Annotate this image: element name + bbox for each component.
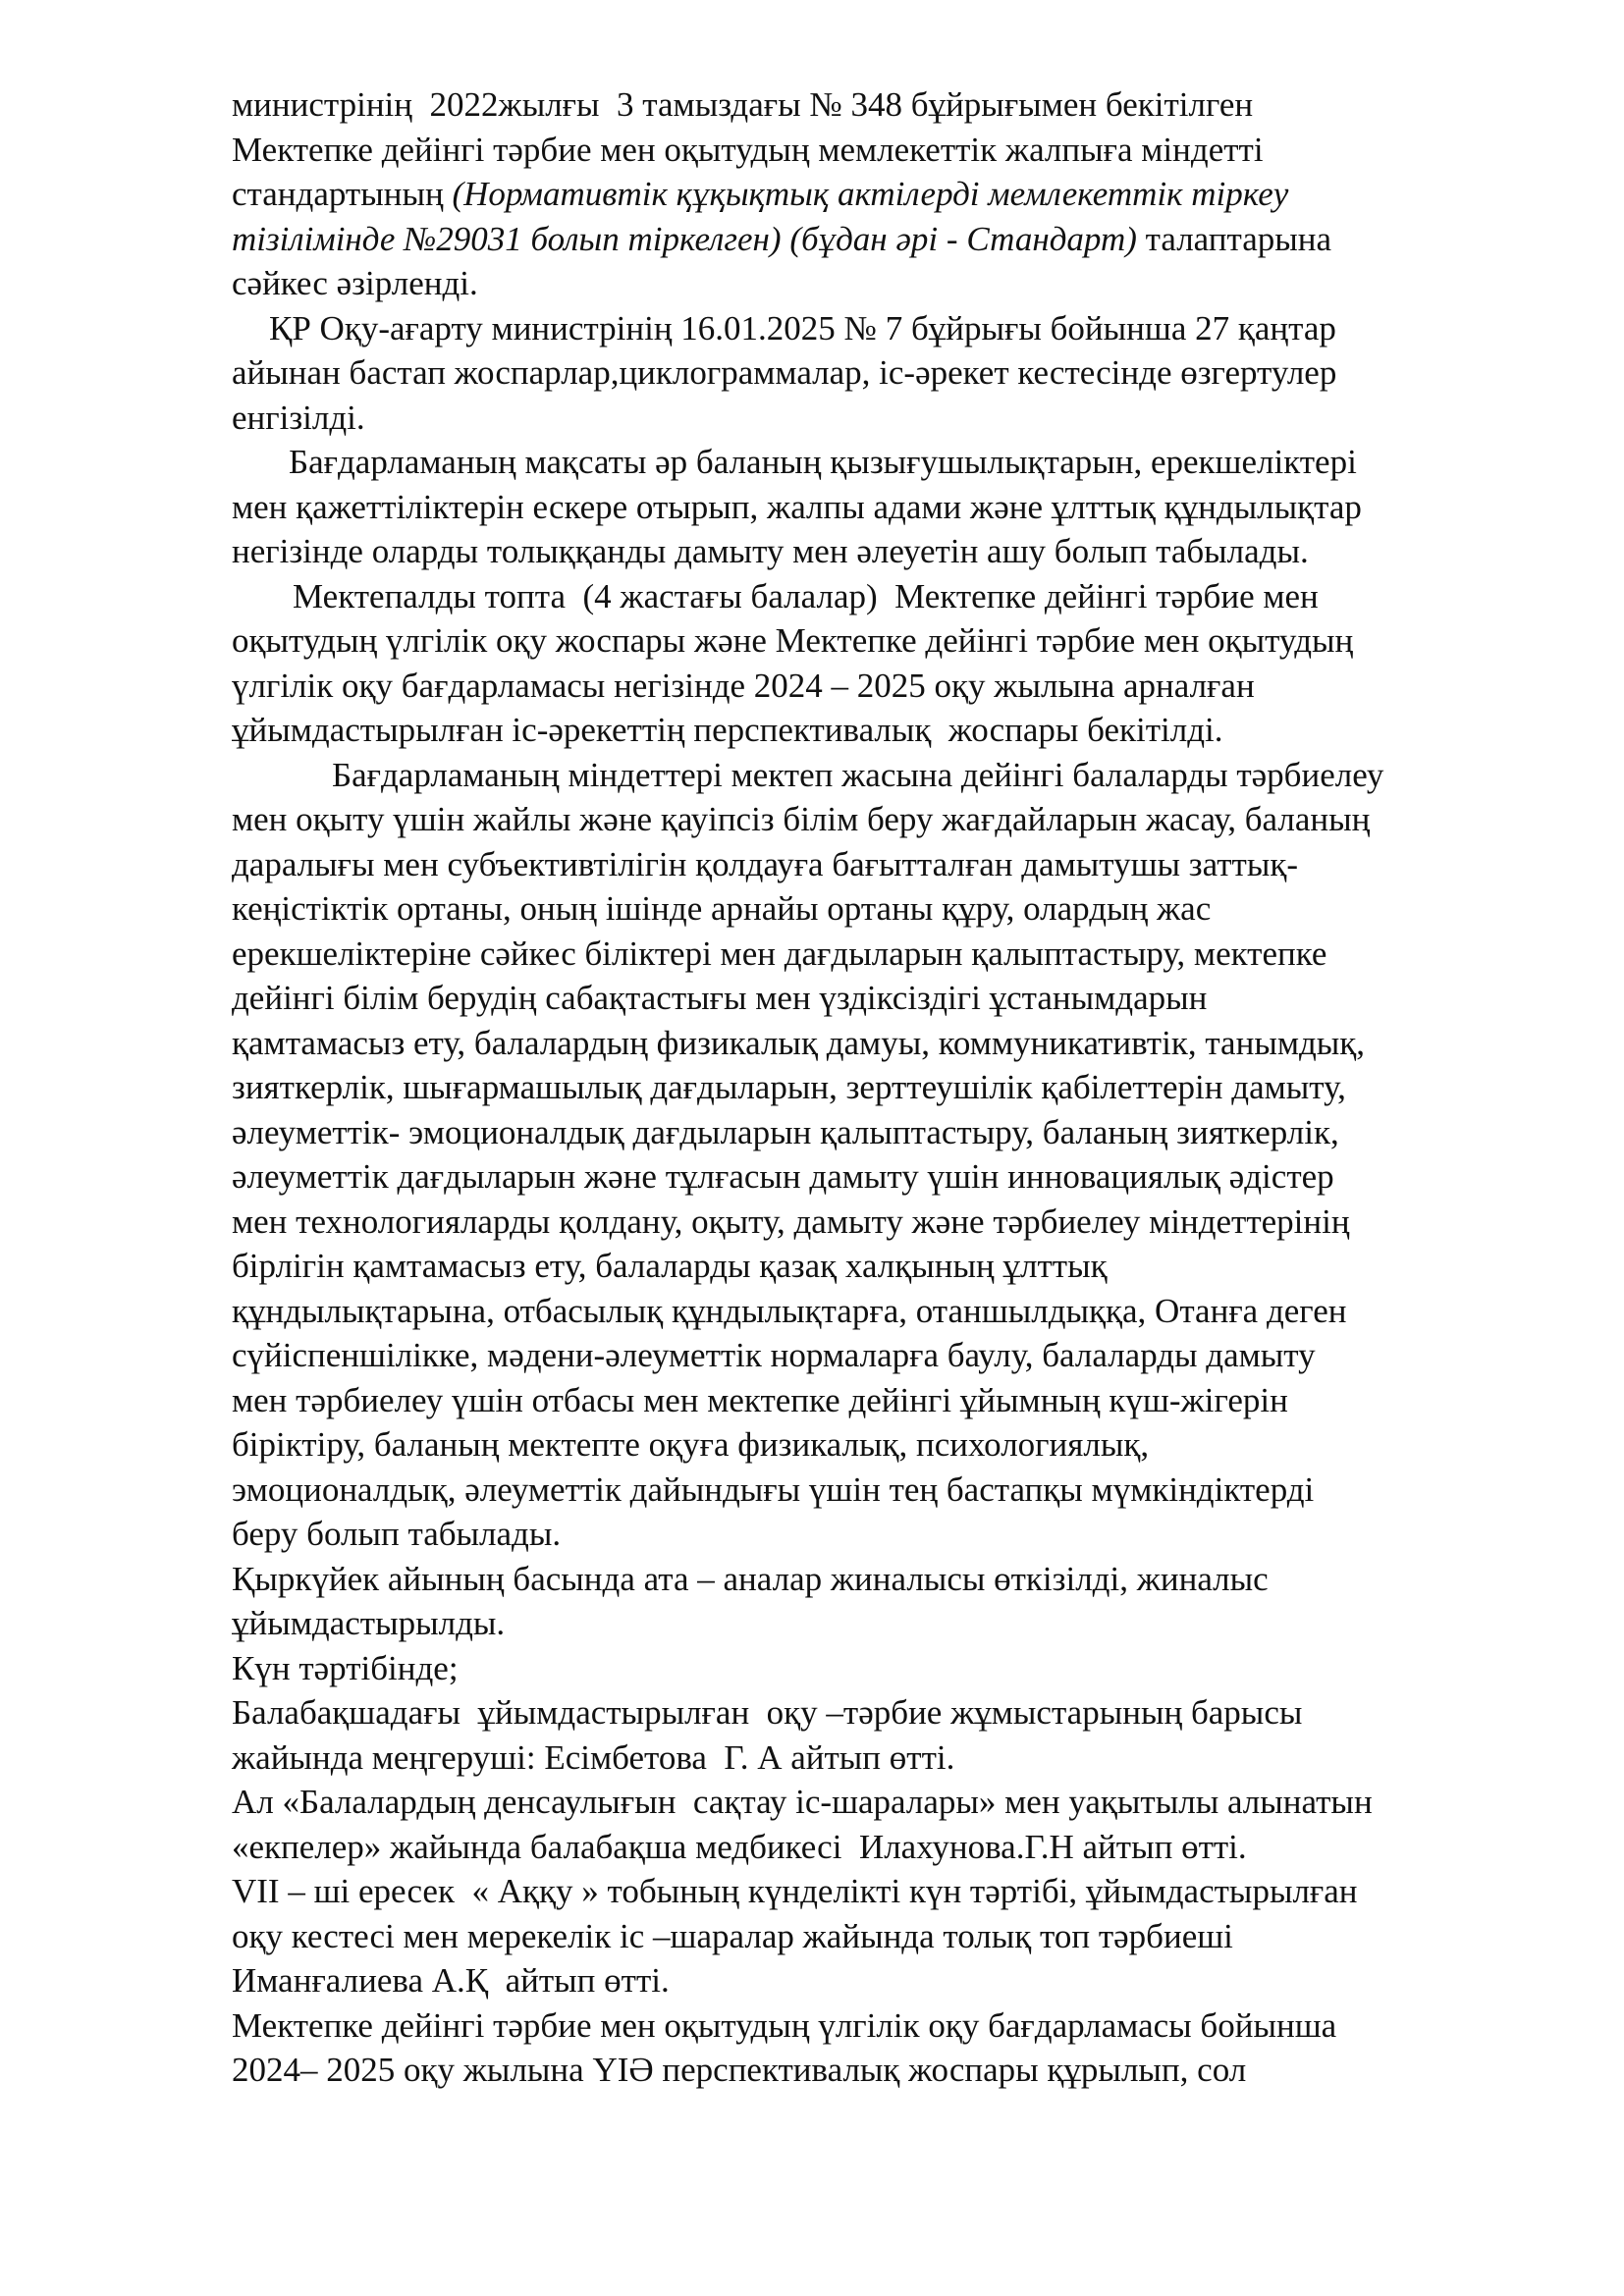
text-line bbox=[232, 217, 1528, 262]
text-line: айынан бастап жоспарлар,циклограммалар, іс-әрекет кестесінде өзгертулер bbox=[232, 353, 1337, 392]
text-line: мен технологияларды қолдану, оқыту, дамыту және тәрбиелеу міндеттерінің bbox=[232, 1201, 1350, 1241]
text-line: кеңістіктік ортаны, оның ішінде арнайы ортаны құру, олардың жас bbox=[232, 889, 1212, 928]
text-line: әлеуметтік дағдыларын және тұлғасын дамыту үшін инновациялық әдістер bbox=[232, 1157, 1334, 1196]
paragraph-standard bbox=[232, 82, 1528, 306]
text-line: беру болып табылады. bbox=[232, 1515, 562, 1553]
paragraph-ministry-order bbox=[232, 306, 1528, 441]
text-line: ерекшеліктеріне сәйкес біліктері мен дағдыларын қалыптастыру, мектепке bbox=[232, 934, 1327, 973]
text-line: министрінің 2022жылғы 3 тамыздағы № 348 бұйрығымен бекітілген bbox=[232, 85, 1254, 124]
text-line: ҚР Оқу-ағарту министрінің 16.01.2025 № 7 бұйрығы бойынша 27 қаңтар bbox=[269, 308, 1336, 347]
paragraph-parent-meeting bbox=[232, 1557, 1528, 2093]
text-line: Ал «Балалардың денсаулығын сақтау іс-шаралары» мен уақытылы алынатын bbox=[232, 1783, 1373, 1821]
text-line: Күн тәртібінде; bbox=[232, 1648, 459, 1687]
text-line: даралығы мен субъективтілігін қолдауға бағытталған дамытушы заттық- bbox=[232, 844, 1299, 883]
text-line: мен оқыту үшін жайлы және қауіпсіз білім беру жағдайларын жасау, баланың bbox=[232, 800, 1371, 838]
text-line: ұйымдастырылған іс-әрекеттің перспективалық жоспары бекітілді. bbox=[232, 711, 1223, 749]
text-line: Бағдарламаның міндеттері мектеп жасына дейінгі балаларды тәрбиелеу bbox=[332, 755, 1384, 794]
text-line: құндылықтарына, отбасылық құндылықтарға, отаншылдыққа, Отанға деген bbox=[232, 1291, 1347, 1330]
text-line: Бағдарламаның мақсаты әр баланың қызығушылықтарын, ерекшеліктері bbox=[289, 443, 1357, 481]
text-line: VІІ – ші ересек « Аққу » тобының күнделікті күн тәртібі, ұйымдастырылған bbox=[232, 1872, 1358, 1910]
text-run: талаптарына bbox=[1136, 219, 1332, 258]
text-line: Мектепке дейінгі тәрбие мен оқытудың мемлекеттік жалпыға міндетті bbox=[232, 130, 1264, 169]
text-line: ұйымдастырылды. bbox=[232, 1604, 506, 1642]
text-line: енгізілді. bbox=[232, 398, 365, 437]
text-line: бірлігін қамтамасыз ету, балаларды қазақ халқының ұлттық bbox=[232, 1247, 1108, 1285]
text-line: әлеуметтік- эмоционалдық дағдыларын қалыптастыру, баланың зияткерлік, bbox=[232, 1112, 1339, 1151]
text-line bbox=[232, 172, 1528, 217]
document-page bbox=[232, 82, 1528, 2093]
text-line: Балабақшадағы ұйымдастырылған оқу –тәрбие жұмыстарының барысы bbox=[232, 1693, 1303, 1732]
italic-text-run: (Нормативтік құқықтық актілерді мемлекеттік тіркеу bbox=[452, 175, 1289, 213]
text-line: «екпелер» жайында балабақша медбикесі Илахунова.Г.Н айтып өтті. bbox=[232, 1827, 1247, 1866]
text-line: оқытудың үлгілік оқу жоспары және Мектепке дейінгі тәрбие мен оқытудың bbox=[232, 621, 1354, 660]
text-line: сәйкес әзірленді. bbox=[232, 264, 478, 302]
text-line: мен тәрбиелеу үшін отбасы мен мектепке дейінгі ұйымның күш-жігерін bbox=[232, 1380, 1288, 1419]
text-line: дейінгі білім берудің сабақтастығы мен үздіксіздігі ұстанымдарын bbox=[232, 979, 1208, 1017]
text-line: мен қажеттіліктерін ескере отырып, жалпы адами және ұлттық құндылықтар bbox=[232, 487, 1362, 526]
paragraph-program-tasks bbox=[232, 753, 1528, 1557]
text-line: сүйіспеншілікке, мәдени-әлеуметтік нормаларға баулу, балаларды дамыту bbox=[232, 1336, 1316, 1374]
text-line: жайында меңгеруші: Есімбетова Г. А айтып өтті. bbox=[232, 1737, 955, 1777]
text-line: оқу кестесі мен мерекелік іс –шаралар жайында толық топ тәрбиеші bbox=[232, 1916, 1233, 1955]
italic-text-run: тізілімінде №29031 болып тіркелген) (бұдан әрі - Стандарт) bbox=[232, 219, 1137, 258]
text-run: стандартының bbox=[232, 175, 453, 213]
text-line: қамтамасыз ету, балалардың физикалық дамуы, коммуникативтік, танымдық, bbox=[232, 1023, 1366, 1062]
text-line: Мектепке дейінгі тәрбие мен оқытудың үлгілік оқу бағдарламасы бойынша bbox=[232, 2005, 1337, 2045]
text-line: үлгілік оқу бағдарламасы негізінде 2024 – 2025 оқу жылына арналған bbox=[232, 666, 1255, 705]
text-line: зияткерлік, шығармашылық дағдыларын, зерттеушілік қабілеттерін дамыту, bbox=[232, 1068, 1346, 1106]
text-line: негізінде оларды толыққанды дамыту мен әлеуетін ашу болып табылады. bbox=[232, 532, 1309, 570]
text-line: біріктіру, баланың мектепте оқуға физикалық, психологиялық, bbox=[232, 1425, 1150, 1464]
text-line: эмоционалдық, әлеуметтік дайындығы үшін тең бастапқы мүмкіндіктерді bbox=[232, 1469, 1315, 1509]
text-line: Мектепалды топта (4 жастағы балалар) Мектепке дейінгі тәрбие мен bbox=[293, 576, 1319, 615]
paragraph-preschool-group bbox=[232, 574, 1528, 753]
paragraph-program-goal bbox=[232, 440, 1528, 574]
text-line: 2024– 2025 оқу жылына ҮІӘ перспективалық жоспары құрылып, сол bbox=[232, 2051, 1247, 2089]
text-line: Қыркүйек айының басында ата – аналар жиналысы өткізілді, жиналыс bbox=[232, 1559, 1269, 1598]
text-line: Иманғалиева А.Қ айтып өтті. bbox=[232, 1961, 670, 2000]
